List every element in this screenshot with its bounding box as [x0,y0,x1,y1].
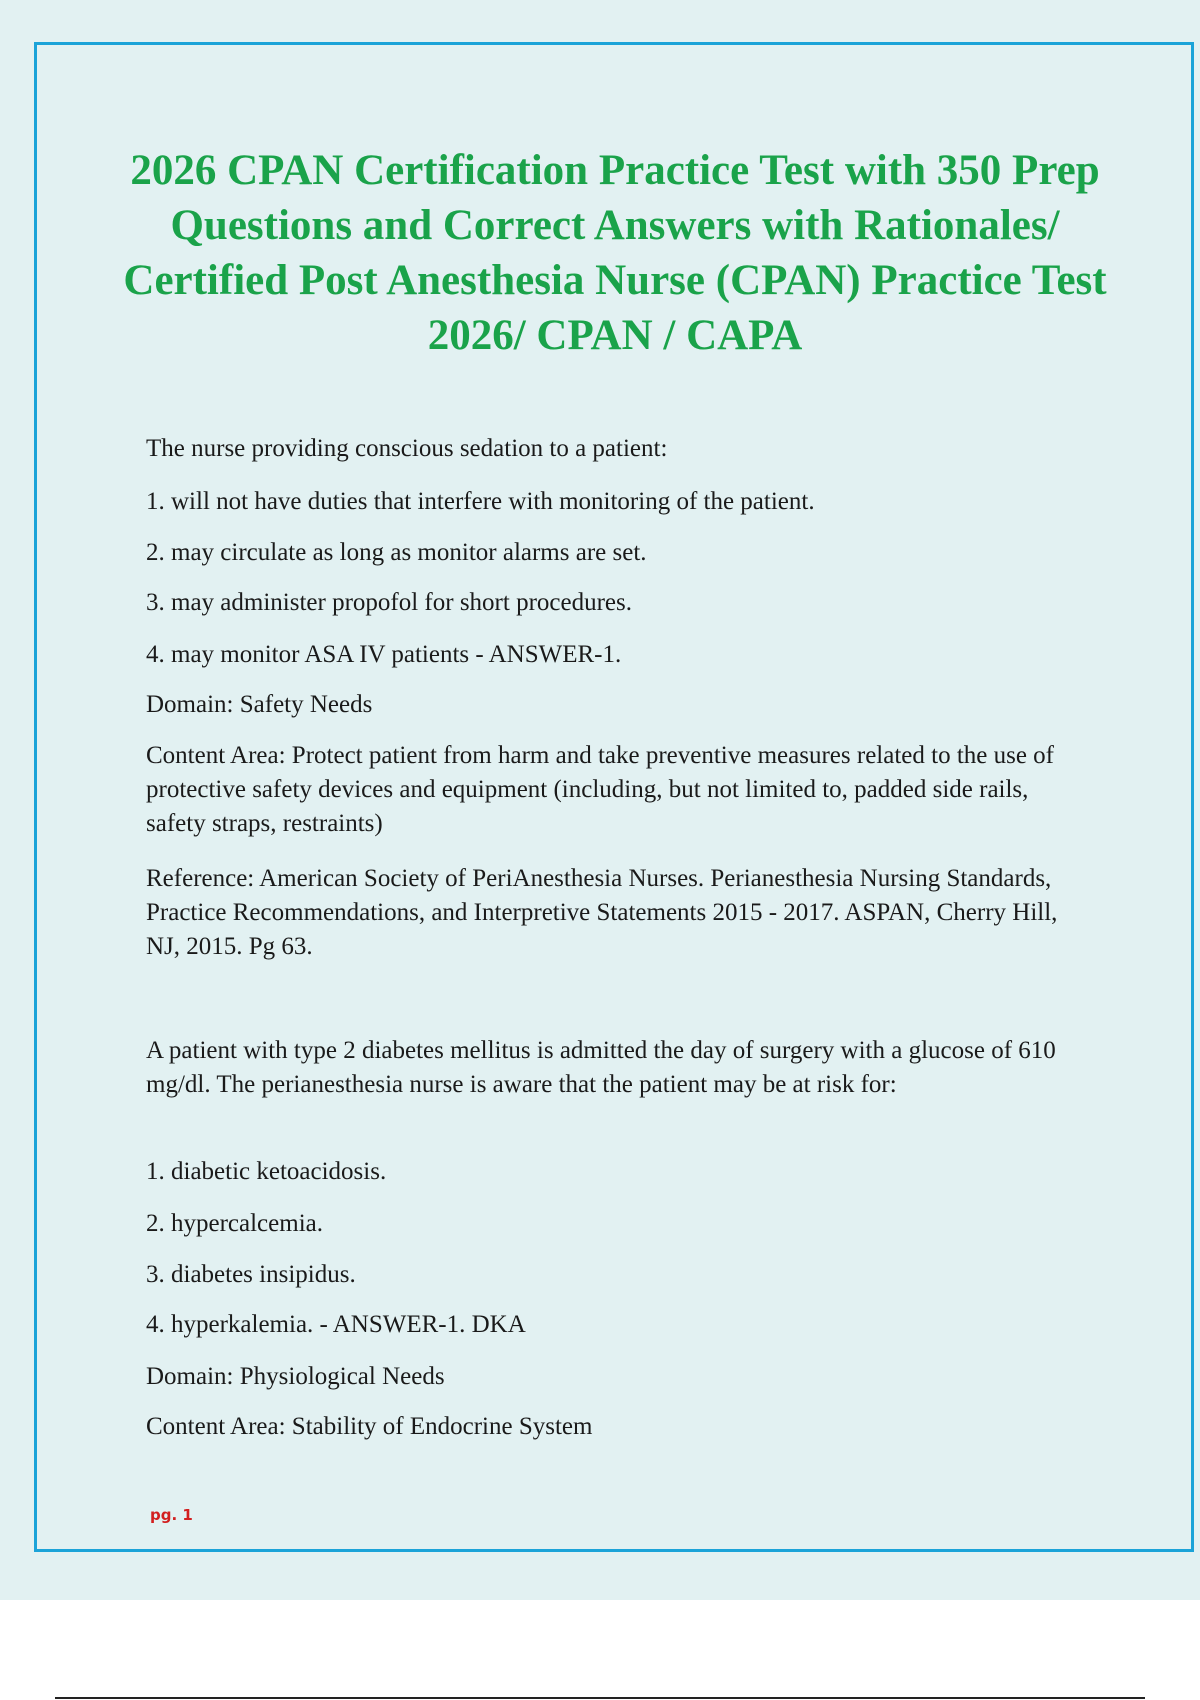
q1-reference: Reference: American Society of PeriAnesthesia Nurses. Perianesthesia Nursing Standards, Practice Recommendations, and Interpretive Statements 2015 - 2017. ASPAN, Cherry Hill, NJ, 2015. Pg 63. [146,865,1058,960]
q1-content-area: Content Area: Protect patient from harm and take preventive measures related to the use of protective safety devices and equipment (including, but not limited to, padded side rails, safety straps, restraints) [146,742,1055,837]
page-number: pg. 1 [150,1506,193,1524]
q2-option-1: 1. diabetic ketoacidosis. [146,1158,387,1185]
q1-option-2: 2. may circulate as long as monitor alarms are set. [146,539,647,566]
q1-option-3: 3. may administer propofol for short procedures. [146,589,632,616]
q2-stem: A patient with type 2 diabetes mellitus is admitted the day of surgery with a glucose of 610 mg/dl. The perianesthesia nurse is aware that the patient may be at risk for: [146,1037,1056,1098]
document-title: 2026 CPAN Certification Practice Test with 350 Prep Questions and Correct Answers with Rationales/ Certified Post Anesthesia Nurse (CPAN) Practice Test 2026/ CPAN / CAPA [123,147,1107,359]
q2-option-2: 2. hypercalcemia. [146,1210,323,1237]
q2-option-4-answer: 4. hyperkalemia. - ANSWER-1. DKA [146,1311,526,1338]
q2-domain: Domain: Physiological Needs [146,1363,445,1390]
q2-content-area: Content Area: Stability of Endocrine System [146,1413,593,1440]
q1-option-1: 1. will not have duties that interfere with monitoring of the patient. [146,488,815,515]
bottom-divider [55,1697,1145,1699]
q2-option-3: 3. diabetes insipidus. [146,1261,356,1288]
q1-option-4-answer: 4. may monitor ASA IV patients - ANSWER-1. [146,641,622,668]
q1-stem: The nurse providing conscious sedation to a patient: [146,435,668,462]
q1-domain: Domain: Safety Needs [146,691,373,718]
